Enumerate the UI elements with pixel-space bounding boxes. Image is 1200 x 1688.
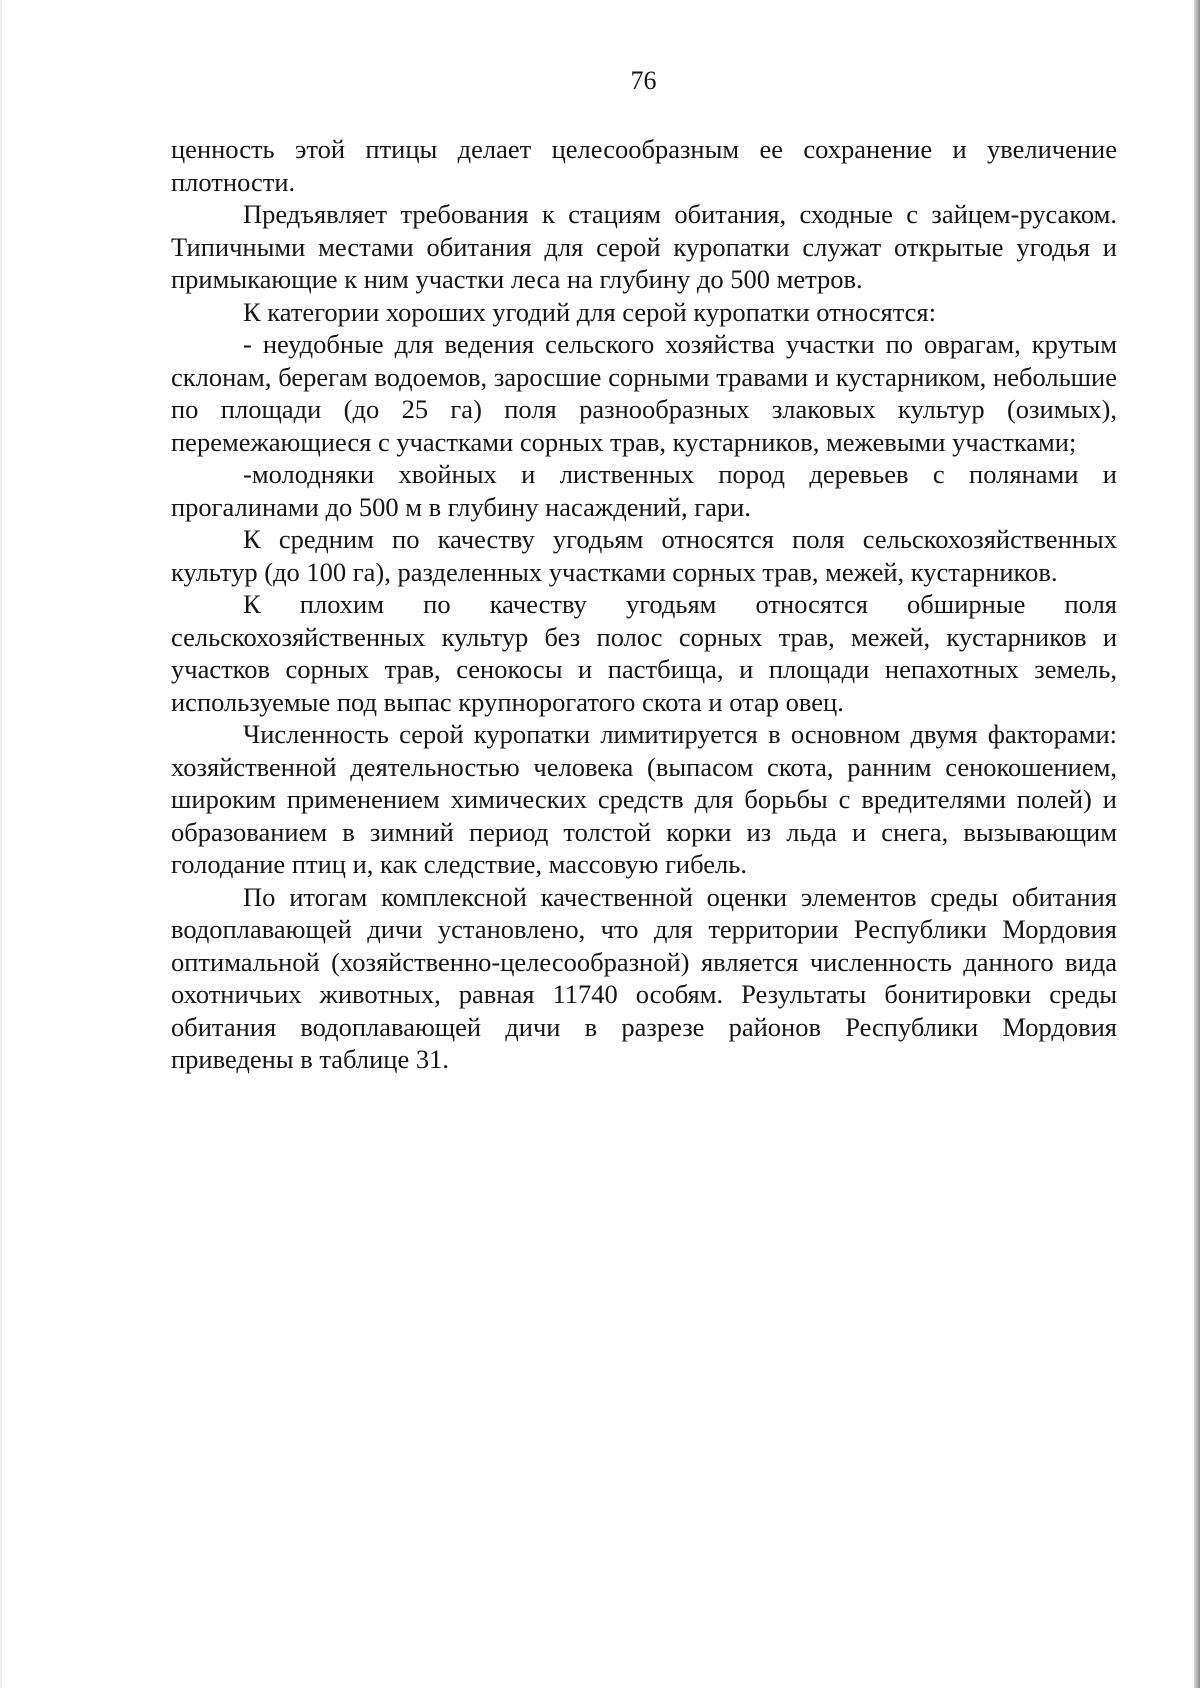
paragraph-poor-lands: К плохим по качеству угодьям относятся обширные поля сельскохозяйственных культур без полос сорных трав, межей, кустарников и участков сорных трав, сенокосы и пастбища, и площади непахотных земель, используемые под выпас крупнорогатого скота и отар овец.: [171, 589, 1117, 717]
paragraph-limiting-factors: Численность серой куропатки лимитируется в основном двумя факторами: хозяйственной деятельностью человека (выпасом скота, ранним сенокошением, широким применением химических средств для борьбы с вредителями полей) и образованием в зимний период толстой корки из льда и снега, вызывающим голодание птиц и, как следствие, массовую гибель.: [171, 719, 1117, 879]
list-item-2: -молодняки хвойных и лиственных пород деревьев с полянами и прогалинами до 500 м в глубину насаждений, гари.: [171, 459, 1117, 522]
page-number: 76: [630, 66, 657, 95]
scan-edge-right: [1194, 0, 1200, 1688]
list-item-1: - неудобные для ведения сельского хозяйства участки по оврагам, крутым склонам, берегам водоемов, заросшие сорными травами и кустарником, небольшие по площади (до 25 га) поля разнообразных злаковых культур (озимых), перемежающиеся с участками сорных трав, кустарников, межевыми участками;: [171, 329, 1117, 457]
paragraph-1: ценность этой птицы делает целесообразным ее сохранение и увеличение плотности.: [171, 134, 1117, 197]
paragraph-2: Предъявляет требования к стациям обитания, сходные с зайцем-русаком. Типичными местами обитания для серой куропатки служат открытые угодья и примыкающие к ним участки леса на глубину до 500 метров.: [171, 199, 1117, 294]
paragraph-medium-lands: К средним по качеству угодьям относятся поля сельскохозяйственных культур (до 100 га), разделенных участками сорных трав, межей, кустарников.: [171, 524, 1117, 587]
body-text: [171, 133, 1117, 1076]
scan-edge-left: [0, 0, 2, 1688]
paragraph-3: К категории хороших угодий для серой куропатки относятся:: [243, 296, 936, 327]
paragraph-conclusion: По итогам комплексной качественной оценки элементов среды обитания водоплавающей дичи установлено, что для территории Республики Мордовия оптимальной (хозяйственно-целесообразной) является численность данного вида охотничьих животных, равная 11740 особям. Результаты бонитировки среды обитания водоплавающей дичи в разрезе районов Республики Мордовия приведены в таблице 31.: [171, 881, 1117, 1074]
